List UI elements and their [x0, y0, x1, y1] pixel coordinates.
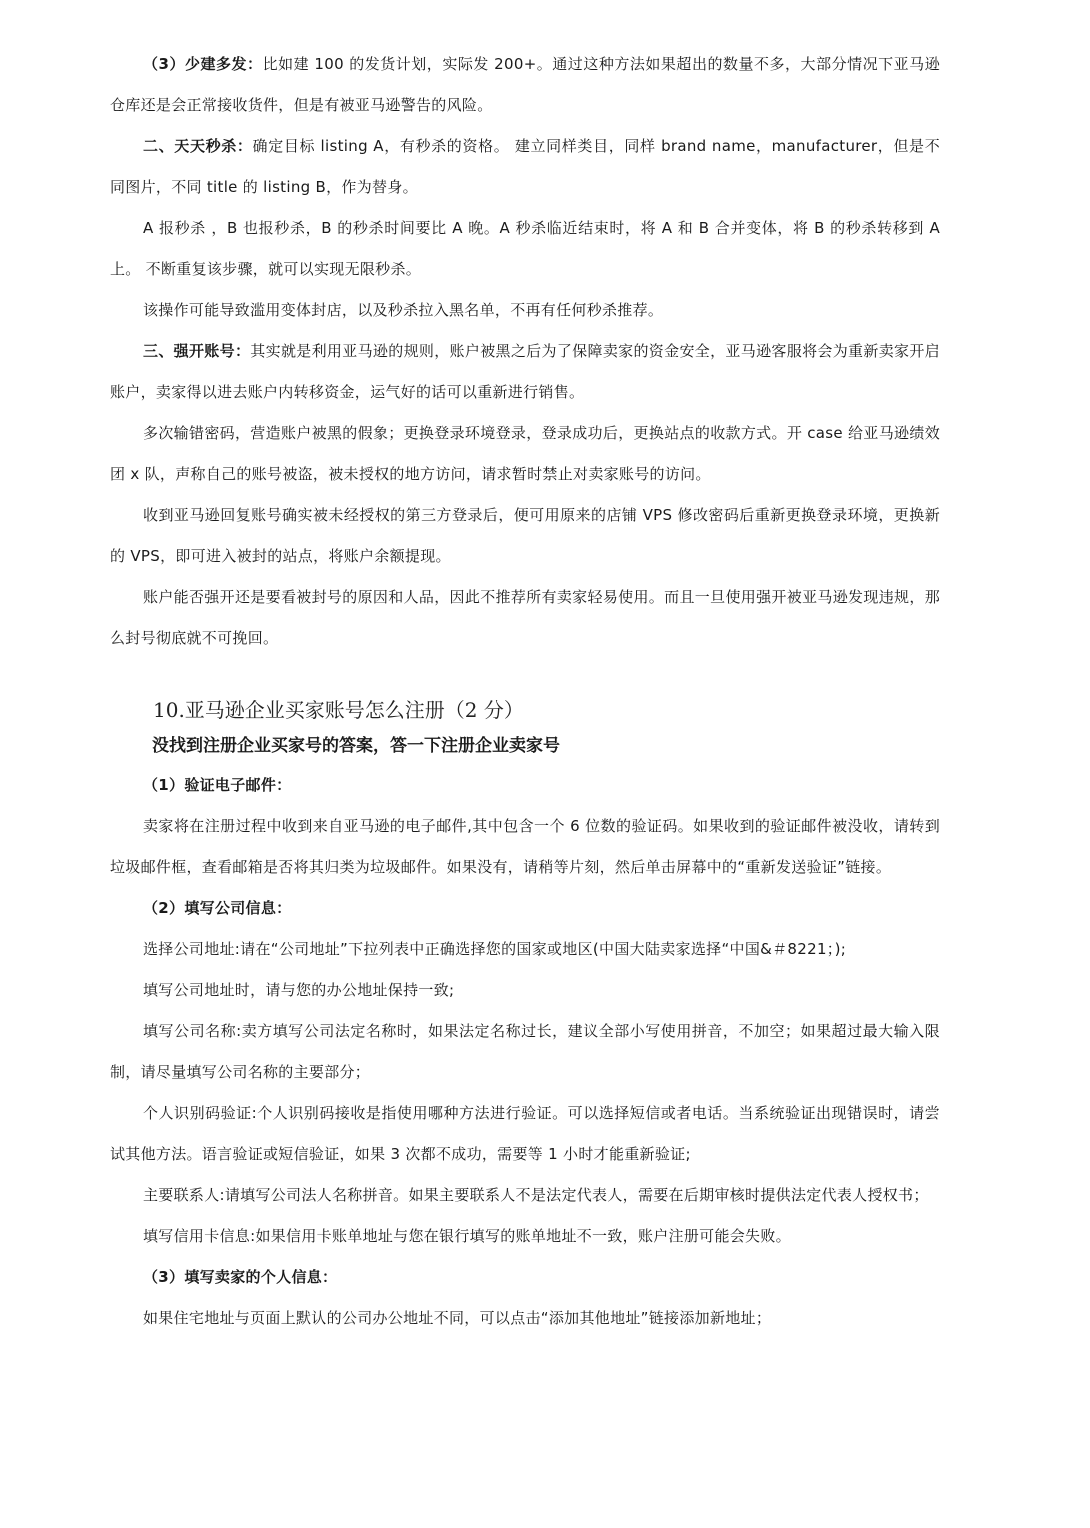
- question-heading: 10.亚马逊企业买家账号怎么注册（2 分）: [153, 698, 524, 722]
- paragraph-vps: 收到亚马逊回复账号确实被未经授权的第三方登录后，便可用原来的店铺 VPS 修改密码后重新更换登录环境，更换新的 VPS，即可进入被封的站点，将账户余额提现。: [110, 506, 940, 565]
- paragraph-deal-risk: 该操作可能导致滥用变体封店，以及秒杀拉入黑名单，不再有任何秒杀推荐。: [143, 301, 664, 319]
- label-overship: （3）少建多发：: [143, 55, 263, 73]
- paragraph-company-address-select: 选择公司地址:请在“公司地址”下拉列表中正确选择您的国家或地区(中国大陆卖家选择“中国&＃8221；);: [143, 940, 847, 958]
- paragraph-daily-deal: [110, 126, 940, 208]
- text-overship: 比如建 100 的发货计划，实际发 200+。通过这种方法如果超出的数量不多，大部分情况下亚马逊仓库还是会正常接收货件，但是有被亚马逊警告的风险。: [110, 55, 940, 114]
- paragraph-residential-address: 如果住宅地址与页面上默认的公司办公地址不同，可以点击“添加其他地址”链接添加新地址；: [143, 1309, 772, 1327]
- step-heading-company-info: （2）填写公司信息：: [143, 899, 292, 917]
- paragraph-credit-card: 填写信用卡信息:如果信用卡账单地址与您在银行填写的账单地址不一致，账户注册可能会失败。: [143, 1227, 791, 1245]
- paragraph-password-trick: 多次输错密码，营造账户被黑的假象；更换登录环境登录，登录成功后，更换站点的收款方式。开 case 给亚马逊绩效团 x 队，声称自己的账号被盗，被未授权的地方访问，请求暂时禁止对卖家账号的访问。: [110, 424, 940, 483]
- document-page: [110, 44, 940, 1339]
- paragraph-force-open: [110, 331, 940, 413]
- paragraph-force-open-risk: 账户能否强开还是要看被封号的原因和人品，因此不推荐所有卖家轻易使用。而且一旦使用强开被亚马逊发现违规，那么封号彻底就不可挽回。: [110, 588, 940, 647]
- paragraph-company-name: 填写公司名称:卖方填写公司法定名称时，如果法定名称过长，建议全部小写使用拼音，不加空；如果超过最大输入限制，请尽量填写公司名称的主要部分；: [110, 1022, 940, 1081]
- text-daily-deal: 确定目标 listing A，有秒杀的资格。 建立同样类目，同样 brand name，manufacturer，但是不同图片，不同 title 的 listing B，作为替身。: [110, 137, 940, 196]
- step-heading-verify-email: （1）验证电子邮件：: [143, 776, 292, 794]
- label-daily-deal: 二、天天秒杀：: [143, 137, 253, 155]
- label-force-open: 三、强开账号：: [143, 342, 251, 360]
- paragraph-pin-verify: 个人识别码验证:个人识别码接收是指使用哪种方法进行验证。可以选择短信或者电话。当系统验证出现错误时，请尝试其他方法。语言验证或短信验证，如果 3 次都不成功，需要等 1 小时才能重新验证;: [110, 1104, 940, 1163]
- answer-subheading: 没找到注册企业买家号的答案，答一下注册企业卖家号: [152, 736, 560, 756]
- step-heading-personal-info: （3）填写卖家的个人信息：: [143, 1268, 338, 1286]
- paragraph-deal-steps: A 报秒杀 ，B 也报秒杀，B 的秒杀时间要比 A 晚。A 秒杀临近结束时，将 A 和 B 合并变体，将 B 的秒杀转移到 A 上。 不断重复该步骤，就可以实现无限秒杀。: [110, 219, 940, 278]
- paragraph-verify-email: 卖家将在注册过程中收到来自亚马逊的电子邮件,其中包含一个 6 位数的验证码。如果收到的验证邮件被没收，请转到垃圾邮件框，查看邮箱是否将其归类为垃圾邮件。如果没有，请稍等片刻，然后单击屏幕中的“重新发送验证”链接。: [110, 817, 940, 876]
- paragraph-overship: [110, 44, 940, 126]
- paragraph-primary-contact: 主要联系人:请填写公司法人名称拼音。如果主要联系人不是法定代表人，需要在后期审核时提供法定代表人授权书；: [143, 1186, 929, 1204]
- paragraph-company-address: 填写公司地址时，请与您的办公地址保持一致;: [143, 981, 455, 999]
- text-force-open: 其实就是利用亚马逊的规则，账户被黑之后为了保障卖家的资金安全，亚马逊客服将会为重新卖家开启账户，卖家得以进去账户内转移资金，运气好的话可以重新进行销售。: [110, 342, 940, 401]
